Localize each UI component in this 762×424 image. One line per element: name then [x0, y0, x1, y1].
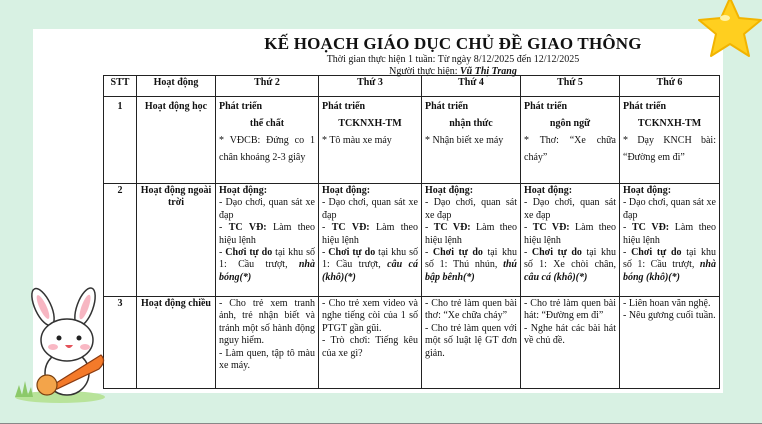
free-play-line: - Chơi tự do tại khu số 1: Cầu trượt, câu cá (khô)(*) — [322, 247, 418, 283]
free-play-text: tại khu số 1: Cầu trượt, — [623, 247, 716, 271]
game-label: TC VĐ: — [632, 222, 670, 234]
afternoon-text: - Nêu gương cuối tuần. — [623, 310, 716, 322]
plan-cell — [620, 184, 720, 297]
afternoon-text: - Cho trẻ làm quen bài thơ: “Xe chữa cháy” — [425, 298, 517, 322]
afternoon-text: - Liên hoan văn nghệ. — [623, 298, 711, 309]
afternoon-text: - Trò chơi: Tiếng kêu của xe gì? — [322, 335, 418, 359]
time-line: Thời gian thực hiện 1 tuần: Từ ngày 8/12/2025 đến 12/12/2025 — [326, 54, 580, 65]
game-line: - TC VĐ: Làm theo hiệu lệnh — [322, 222, 418, 246]
plan-cell — [216, 297, 319, 389]
afternoon-text: - Cho trẻ làm quen bài hát: “Đường em đi” — [524, 298, 616, 322]
plan-cell — [422, 297, 521, 389]
free-play-line: - Chơi tự do tại khu số 1: Thú nhún, thú bập bênh(*) — [425, 247, 517, 283]
afternoon-text: - Cho trẻ xem video và nghe tiếng còi của 1 số PTGT gần gũi. — [322, 298, 418, 334]
activity-cell: Hoạt động ngoài trời — [137, 184, 216, 297]
free-play-highlight: câu cá (khô)(*) — [524, 271, 588, 283]
game-text: Làm theo hiệu lệnh — [623, 222, 716, 246]
plan-cell — [216, 184, 319, 297]
plan-cell — [319, 184, 422, 297]
free-play-label: Chơi tự do — [432, 247, 483, 259]
column-header: Hoạt động — [137, 76, 216, 97]
plan-cell — [319, 297, 422, 389]
domain-label: Phát triển — [219, 101, 263, 112]
domain-label: Phát triển — [623, 101, 667, 112]
plan-cell — [521, 97, 620, 184]
stt-cell: 3 — [104, 297, 137, 389]
domain-name: ngôn ngữ — [549, 118, 591, 129]
activity-text: - Dạo chơi, quan sát xe đạp — [425, 197, 517, 221]
activity-heading: Hoạt động: — [524, 185, 573, 196]
free-play-text: tại khu số 1: Xe chòi chân, — [524, 247, 616, 271]
header-row — [104, 76, 720, 97]
domain-label: Phát triển — [425, 101, 469, 112]
lesson-text: * Nhận biết xe máy — [425, 135, 504, 146]
free-play-highlight: câu cá (khô)(*) — [322, 259, 418, 283]
table-row — [104, 184, 720, 297]
game-label: TC VĐ: — [228, 222, 267, 234]
free-play-line: - Chơi tự do tại khu số 1: Xe chòi chân, câu cá (khô)(*) — [524, 247, 616, 283]
game-line: - TC VĐ: Làm theo hiệu lệnh — [623, 222, 716, 246]
domain-label: Phát triển — [322, 101, 366, 112]
plan-table — [103, 75, 720, 389]
free-play-text: tại khu số 1: Thú nhún, — [425, 247, 517, 271]
activity-cell: Hoạt động chiều — [137, 297, 216, 389]
lesson-text: * Thơ: “Xe chữa cháy” — [524, 135, 616, 163]
stt-cell: 2 — [104, 184, 137, 297]
free-play-label: Chơi tự do — [225, 247, 273, 259]
domain-name: TCKNXH-TM — [338, 118, 402, 129]
star-decoration-icon — [695, 0, 762, 64]
game-line: - TC VĐ: Làm theo hiệu lệnh — [425, 222, 517, 246]
free-play-label: Chơi tự do — [328, 247, 376, 259]
domain-name: thể chất — [249, 118, 285, 129]
plan-cell — [521, 184, 620, 297]
page-title: KẾ HOẠCH GIÁO DỤC CHỦ ĐỀ GIAO THÔNG — [264, 34, 642, 53]
free-play-label: Chơi tự do — [631, 247, 682, 259]
free-play-line: - Chơi tự do tại khu số 1: Cầu trượt, nhà bóng (khô)(*) — [623, 247, 716, 283]
activity-heading: Hoạt động: — [219, 185, 268, 196]
domain-name: TCKNXH-TM — [637, 118, 702, 129]
column-header: STT — [104, 76, 137, 97]
free-play-text: tại khu số 1: Cầu trượt, — [322, 247, 418, 271]
lesson-text: * VĐCB: Đứng co 1 chân khoảng 2-3 giây — [219, 135, 315, 163]
game-label: TC VĐ: — [532, 222, 570, 234]
plan-cell — [620, 97, 720, 184]
activity-text: - Dạo chơi, quan sát xe đạp — [524, 197, 616, 221]
column-header: Thứ 5 — [521, 76, 620, 97]
plan-cell — [620, 297, 720, 389]
column-header: Thứ 4 — [422, 76, 521, 97]
activity-heading: Hoạt động: — [623, 185, 672, 196]
afternoon-text: - Làm quen, tập tô màu xe máy. — [219, 347, 315, 372]
stt-cell: 1 — [104, 97, 137, 184]
lesson-text: * Tô màu xe máy — [322, 135, 392, 146]
activity-text: - Dạo chơi, quan sát xe đạp — [322, 197, 418, 221]
teacher-label: Người thực hiện: — [389, 66, 460, 77]
bunny-illustration-icon — [5, 285, 105, 405]
activity-text: - Dạo chơi, quan sát xe đạp — [219, 197, 315, 221]
activity-heading: Hoạt động: — [425, 185, 474, 196]
game-label: TC VĐ: — [331, 222, 370, 234]
lesson-text: * Dạy KNCH bài: “Đường em đi” — [623, 135, 716, 163]
free-play-label: Chơi tự do — [531, 247, 582, 259]
document-page — [33, 29, 723, 393]
free-play-line: - Chơi tự do tại khu số 1: Cầu trượt, nhà bóng(*) — [219, 247, 315, 283]
column-header: Thứ 2 — [216, 76, 319, 97]
domain-label: Phát triển — [524, 101, 568, 112]
afternoon-text: - Cho trẻ xem tranh ảnh, trẻ nhận biết và tránh một số hành động nguy hiểm. — [219, 298, 315, 347]
afternoon-text: - Cho trẻ làm quen với một số luật lệ GT đơn giản. — [425, 322, 517, 359]
game-text: Làm theo hiệu lệnh — [322, 222, 418, 246]
free-play-highlight: thú bập bênh(*) — [425, 259, 517, 283]
plan-cell — [319, 97, 422, 184]
domain-name: nhận thức — [449, 118, 493, 129]
table-row — [104, 97, 720, 184]
activity-text: - Dạo chơi, quan sát xe đạp — [623, 197, 716, 221]
plan-cell — [422, 184, 521, 297]
activity-heading: Hoạt động: — [322, 185, 371, 196]
game-line: - TC VĐ: Làm theo hiệu lệnh — [524, 222, 616, 246]
free-play-highlight: nhà bóng(*) — [219, 259, 315, 283]
free-play-text: tại khu số 1: Cầu trượt, — [219, 247, 315, 271]
column-header: Thứ 6 — [620, 76, 720, 97]
game-text: Làm theo hiệu lệnh — [425, 222, 517, 246]
game-line: - TC VĐ: Làm theo hiệu lệnh — [219, 222, 315, 246]
teacher-name: Vũ Thị Trang — [459, 66, 517, 77]
afternoon-text: - Nghe hát các bài hát về chủ đề. — [524, 322, 616, 347]
game-text: Làm theo hiệu lệnh — [219, 222, 315, 246]
plan-cell — [422, 97, 521, 184]
table-row — [104, 297, 720, 389]
plan-cell — [216, 97, 319, 184]
game-label: TC VĐ: — [433, 222, 471, 234]
activity-cell: Hoạt động học — [137, 97, 216, 184]
free-play-highlight: nhà bóng (khô)(*) — [623, 259, 716, 283]
game-text: Làm theo hiệu lệnh — [524, 222, 616, 246]
plan-cell — [521, 297, 620, 389]
column-header: Thứ 3 — [319, 76, 422, 97]
